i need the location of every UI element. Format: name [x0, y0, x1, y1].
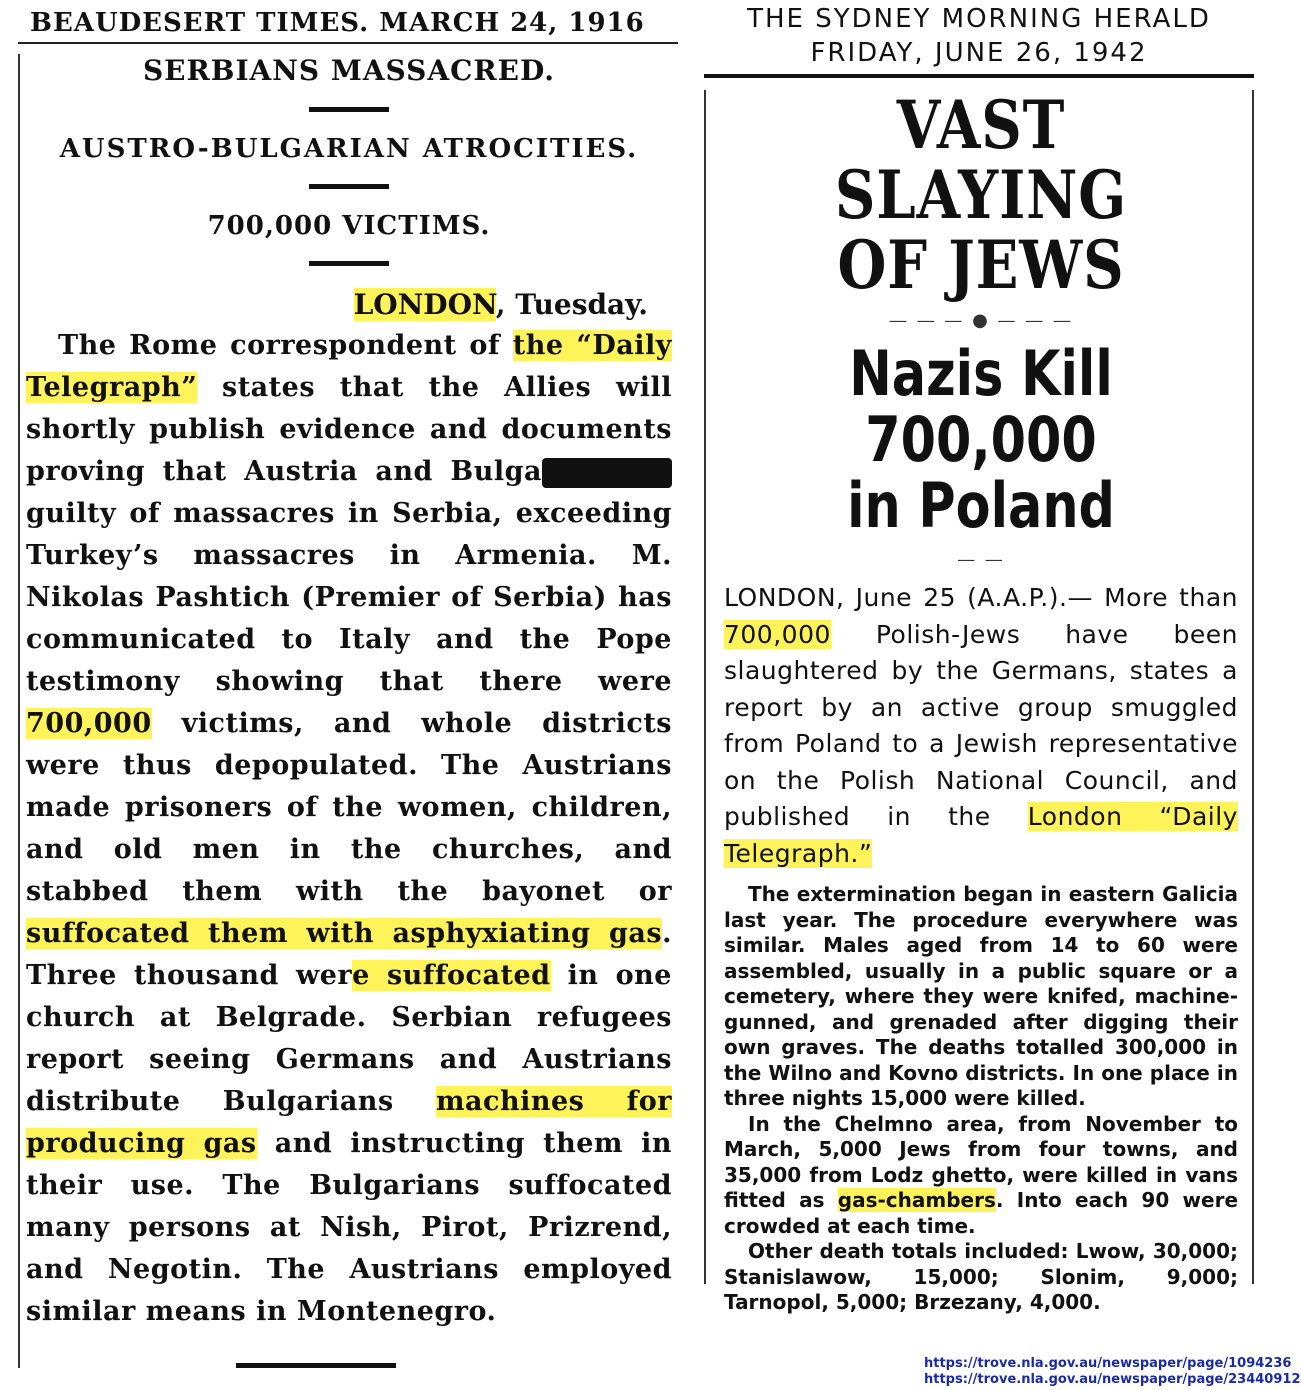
- left-body-text: [26, 325, 672, 1333]
- text-run: guilty of massacres in Serbia, exceeding Turkey’s massacres in Armenia. M. Nikolas Pashtich (Premier of Serbia) has communicated to Italy and the Pope testimony showing that there were: [26, 498, 672, 697]
- highlight-daily-telegraph: the “Daily Telegraph”: [26, 330, 672, 403]
- text-run: states that the Allies will shortly publish evidence and documents proving that Austria and Bulga: [26, 372, 672, 487]
- text-run: Polish-Jews have been slaughtered by the Germans, states a report by an active group smuggled from Poland to a Jewish representative on the Polish National Council, and published in the: [724, 619, 1238, 831]
- right-paragraph-2: The extermination began in eastern Galicia last year. The procedure everywhere was similar. Males aged from 14 to 60 were assembled, usually in a public square or a cemetery, where they were knifed, machine-gunned, and grenaded after digging their own graves. The deaths totalled 300,000 in the Wilno and Kovno districts. In one place in three nights 15,000 were killed.: [724, 882, 1238, 1110]
- text-run: in one church at Belgrade. Serbian refugees report seeing Germans and Austrians distribute Bulgarians: [26, 960, 672, 1117]
- left-dateline: [26, 288, 648, 321]
- highlight-machines-gas: machines for producing gas: [26, 1086, 673, 1159]
- left-clipping: [18, 4, 678, 1368]
- right-masthead-title: THE SYDNEY MORNING HERALD: [747, 4, 1211, 34]
- right-headline-1b: OF JEWS: [837, 226, 1125, 304]
- left-headline-1: SERBIANS MASSACRED.: [142, 54, 556, 87]
- highlight-london-daily-telegraph: London “Daily Telegraph.”: [724, 802, 1238, 868]
- highlight-gas-chambers: gas-chambers: [837, 1188, 996, 1212]
- left-headline-2: AUSTRO-BULGARIAN ATROCITIES.: [59, 134, 639, 164]
- right-masthead-date: FRIDAY, JUNE 26, 1942: [810, 38, 1148, 68]
- right-lead-paragraph: [724, 580, 1238, 872]
- left-headline-3: 700,000 VICTIMS.: [207, 211, 491, 241]
- highlight-suffocated: e suffocated: [352, 960, 551, 991]
- text-run: victims, and whole districts were thus depopulated. The Austrians made prisoners of the women, children, and old men in the churches, and stabbed them with the bayonet or: [26, 708, 672, 907]
- right-headline-2b: in Poland: [847, 469, 1115, 542]
- text-run: In the Chelmno area, from November to March, 5,000 Jews from four towns, and 35,000 from Lodz ghetto, were killed in vans fitted as: [724, 1111, 1238, 1212]
- text-run: and instructing them in their use. The Bulgarians suffocated many persons at Nish, Pirot, Prizrend, and Negotin. The Austrians employed similar means in Montenegro.: [26, 1128, 672, 1327]
- text-run: The Rome correspondent of: [58, 330, 513, 361]
- source-link-1[interactable]: https://trove.nla.gov.au/newspaper/page/1094236: [924, 1356, 1292, 1371]
- right-masthead: [704, 2, 1254, 78]
- right-paragraph-4: Other death totals included: Lwow, 30,000; Stanislawow, 15,000; Slonim, 9,000; Tarnopol, 5,000; Brzezany, 4,000.: [724, 1239, 1238, 1314]
- ink-blot: [542, 458, 672, 488]
- right-paragraph-3: [724, 1112, 1238, 1240]
- highlight-700000: 700,000: [26, 708, 152, 739]
- highlight-asphyxiating-gas: suffocated them with asphyxiating gas: [26, 918, 663, 949]
- text-run: LONDON, June 25 (A.A.P.).— More than: [724, 583, 1238, 612]
- left-rule-2: [309, 184, 389, 189]
- left-rule-3: [309, 261, 389, 266]
- left-article: [18, 54, 678, 1368]
- left-footer-rule: [236, 1363, 396, 1368]
- right-headline-1a: VAST SLAYING: [834, 86, 1128, 234]
- left-masthead: BEAUDESERT TIMES. MARCH 24, 1916: [18, 4, 678, 44]
- right-dash-rule-1: — — — ● — — —: [888, 310, 1074, 331]
- text-run: . Three thousand wer: [26, 918, 672, 991]
- right-headline-2a: Nazis Kill 700,000: [849, 337, 1113, 476]
- right-clipping: [704, 2, 1254, 1314]
- right-dash-rule-2: — —: [957, 549, 1005, 570]
- right-article: [704, 86, 1254, 1314]
- highlight-700000-right: 700,000: [724, 619, 831, 649]
- dateline-rest: , Tuesday.: [495, 288, 648, 321]
- left-rule-1: [309, 107, 389, 112]
- text-run: . Into each 90 were crowded at each time.: [724, 1188, 1239, 1238]
- source-links: [924, 1356, 1301, 1388]
- highlight-london: LONDON: [353, 288, 496, 321]
- source-link-2[interactable]: https://trove.nla.gov.au/newspaper/page/23440912: [924, 1372, 1301, 1387]
